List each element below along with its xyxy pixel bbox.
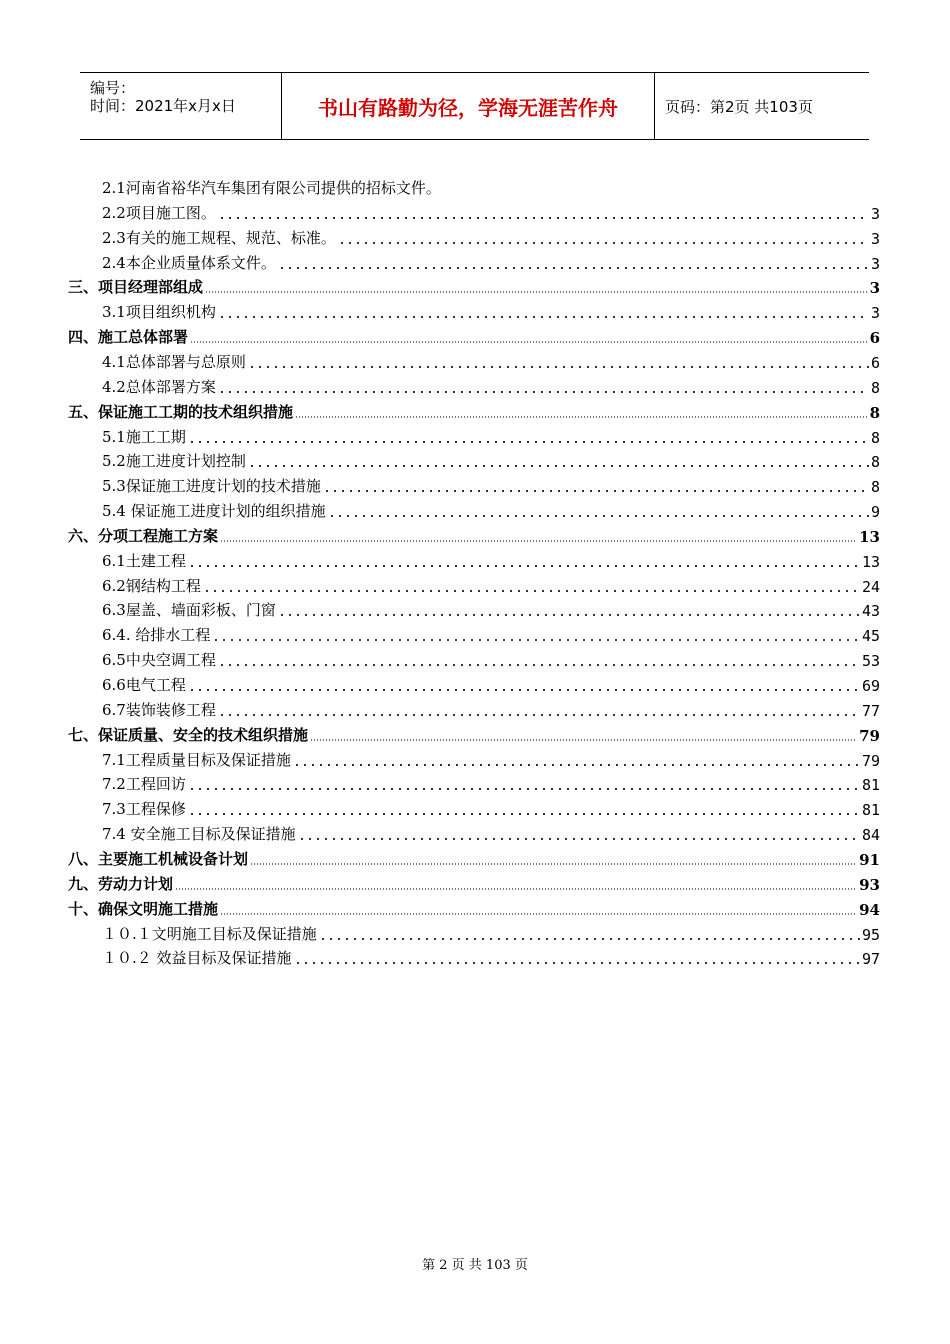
toc-entry-title: 3.1项目组织机构 (102, 303, 216, 322)
header-page-cell (655, 73, 869, 139)
toc-entry-title: 7.1工程质量目标及保证措施 (102, 750, 291, 769)
toc-entry-page: 69 (861, 677, 880, 695)
toc-entry[interactable] (102, 673, 880, 695)
toc-entry[interactable] (68, 275, 880, 297)
toc-entry[interactable] (102, 201, 880, 223)
toc-entry-page: 8 (870, 453, 880, 472)
toc-entry[interactable] (102, 772, 880, 794)
toc-entry-title: 2.4本企业质量体系文件。 (102, 253, 276, 272)
toc-entry[interactable] (68, 847, 880, 869)
toc-entry-title: 5.3保证施工进度计划的技术措施 (102, 477, 321, 496)
toc-entry-title: 六、分项工程施工方案 (68, 526, 219, 545)
toc-dot-leader (190, 341, 868, 343)
toc-entry[interactable] (102, 425, 880, 447)
toc-entry-page: 8 (870, 378, 880, 397)
toc-dot-leader (205, 291, 868, 293)
toc-entry-page: 13 (859, 527, 880, 546)
toc-entry-page: 6 (870, 353, 880, 372)
toc-dot-leader (278, 267, 869, 269)
toc-entry-title: 6.7装饰装修工程 (102, 700, 216, 719)
toc-entry-title: １０.２ 效益目标及保证措施 (102, 949, 292, 968)
toc-entry[interactable] (102, 648, 880, 670)
toc-dot-leader (203, 590, 860, 592)
toc-entry[interactable] (102, 176, 880, 198)
toc-entry-page: 97 (861, 950, 880, 969)
toc-dot-leader (220, 913, 857, 915)
header-motto-cell (282, 73, 655, 139)
toc-entry[interactable] (102, 623, 880, 645)
toc-entry-page: 79 (859, 726, 880, 745)
header-page-label: 页码：第2页 共103页 (665, 97, 813, 116)
toc-entry[interactable] (102, 598, 880, 620)
toc-entry[interactable] (68, 400, 880, 422)
toc-dot-leader (218, 714, 860, 716)
toc-entry[interactable] (102, 822, 880, 844)
toc-entry[interactable] (102, 375, 880, 397)
toc-dot-leader (310, 739, 857, 741)
document-header (80, 72, 869, 140)
toc-entry-page: 95 (861, 925, 880, 944)
toc-dot-leader (188, 565, 860, 567)
toc-entry-page: 3 (870, 304, 880, 323)
toc-dot-leader (175, 888, 857, 890)
toc-entry-title: 2.3有关的施工规程、规范、标准。 (102, 228, 336, 247)
toc-entry[interactable] (102, 946, 880, 968)
toc-entry-page: 53 (861, 652, 880, 671)
document-date-label: 时间：2021年x月x日 (90, 97, 236, 115)
toc-entry-page: 79 (861, 751, 880, 770)
document-number-label: 编号： (90, 79, 136, 97)
toc-entry-page: 8 (870, 428, 880, 447)
toc-dot-leader (293, 764, 860, 766)
toc-dot-leader (319, 938, 860, 940)
toc-entry-title: 6.2钢结构工程 (102, 576, 201, 595)
toc-entry-title: 三、项目经理部组成 (68, 278, 204, 297)
toc-entry-title: 五、保证施工工期的技术组织措施 (68, 402, 294, 421)
toc-entry[interactable] (102, 226, 880, 248)
toc-entry-page: 84 (861, 826, 880, 845)
toc-entry-title: 6.5中央空调工程 (102, 651, 216, 670)
toc-dot-leader (188, 788, 860, 790)
toc-entry[interactable] (102, 350, 880, 372)
toc-dot-leader (218, 664, 860, 666)
toc-entry[interactable] (68, 524, 880, 546)
toc-entry-page: 13 (861, 552, 880, 571)
header-info-cell (80, 73, 282, 139)
toc-entry[interactable] (68, 325, 880, 347)
toc-entry-title: 九、劳动力计划 (68, 874, 174, 893)
toc-entry[interactable] (68, 872, 880, 894)
toc-entry[interactable] (102, 549, 880, 571)
toc-dot-leader (218, 217, 869, 219)
toc-entry[interactable] (102, 748, 880, 770)
toc-dot-leader (188, 689, 860, 691)
toc-dot-leader (212, 639, 860, 641)
toc-entry-page: 45 (861, 627, 880, 646)
toc-entry[interactable] (102, 474, 880, 496)
toc-entry-page: 24 (861, 577, 880, 596)
toc-dot-leader (218, 391, 869, 393)
toc-entry-title: 5.4 保证施工进度计划的组织措施 (102, 502, 326, 521)
toc-entry-title: 6.6电气工程 (102, 676, 186, 694)
toc-dot-leader (220, 540, 857, 542)
toc-entry-title: １０.１文明施工目标及保证措施 (102, 924, 317, 943)
toc-entry-page: 3 (870, 254, 880, 273)
toc-dot-leader (188, 441, 869, 443)
toc-entry-title: 4.2总体部署方案 (102, 377, 216, 396)
toc-entry-page: 8 (869, 403, 880, 422)
toc-dot-leader (278, 614, 860, 616)
toc-dot-leader (298, 838, 860, 840)
toc-dot-leader (328, 515, 869, 517)
toc-entry-page: 9 (870, 503, 880, 522)
toc-dot-leader (188, 813, 860, 815)
toc-entry[interactable] (102, 574, 880, 596)
toc-entry-page: 91 (859, 850, 880, 869)
toc-entry[interactable] (102, 449, 880, 471)
toc-dot-leader (294, 962, 860, 964)
toc-entry-title: 十、确保文明施工措施 (68, 899, 219, 918)
toc-entry-title: 4.1总体部署与总原则 (102, 352, 246, 371)
toc-entry-title: 6.1土建工程 (102, 551, 186, 570)
toc-entry-title: 6.4. 给排水工程 (102, 626, 211, 645)
toc-entry-title: 5.1施工工期 (102, 427, 186, 446)
toc-entry[interactable] (102, 922, 880, 944)
toc-dot-leader (248, 366, 869, 368)
toc-entry-page: 43 (861, 602, 880, 621)
toc-entry-title: 2.1河南省裕华汽车集团有限公司提供的招标文件。 (102, 179, 441, 197)
toc-entry-page: 81 (861, 801, 880, 820)
toc-dot-leader (218, 316, 869, 318)
toc-entry[interactable] (102, 797, 880, 819)
toc-entry-title: 四、施工总体部署 (68, 328, 189, 347)
toc-entry-page: 94 (859, 900, 880, 919)
toc-entry-page: 6 (869, 329, 880, 348)
toc-entry-page: 3 (870, 204, 880, 223)
toc-entry-title: 七、保证质量、安全的技术组织措施 (68, 725, 309, 744)
toc-entry-title: 5.2施工进度计划控制 (102, 452, 246, 471)
toc-entry-title: 7.3工程保修 (102, 800, 186, 819)
toc-dot-leader (248, 465, 869, 467)
toc-entry-title: 6.3屋盖、墙面彩板、门窗 (102, 601, 276, 620)
page-footer: 第 2 页 共 103 页 (422, 1258, 528, 1273)
toc-entry[interactable] (102, 698, 880, 720)
toc-dot-leader (295, 416, 868, 418)
toc-entry-title: 7.4 安全施工目标及保证措施 (102, 825, 296, 844)
toc-entry-title: 2.2项目施工图。 (102, 203, 216, 222)
toc-entry-page: 93 (859, 875, 880, 894)
toc-entry[interactable] (102, 300, 880, 322)
toc-entry[interactable] (68, 897, 880, 919)
toc-entry-page: 3 (869, 279, 880, 298)
toc-entry-page: 8 (870, 478, 880, 497)
toc-dot-leader (338, 242, 869, 244)
toc-entry-page: 81 (861, 776, 880, 795)
header-motto: 书山有路勤为径，学海无涯苦作舟 (318, 95, 618, 120)
toc-entry-page: 77 (861, 701, 880, 720)
toc-entry-title: 7.2工程回访 (102, 775, 186, 794)
toc-entry[interactable] (102, 251, 880, 273)
toc-entry[interactable] (68, 723, 880, 745)
toc-entry-title: 八、主要施工机械设备计划 (68, 849, 249, 868)
toc-dot-leader (250, 863, 857, 865)
toc-entry-page: 3 (870, 229, 880, 248)
toc-dot-leader (323, 490, 869, 492)
toc-entry[interactable] (102, 499, 880, 521)
